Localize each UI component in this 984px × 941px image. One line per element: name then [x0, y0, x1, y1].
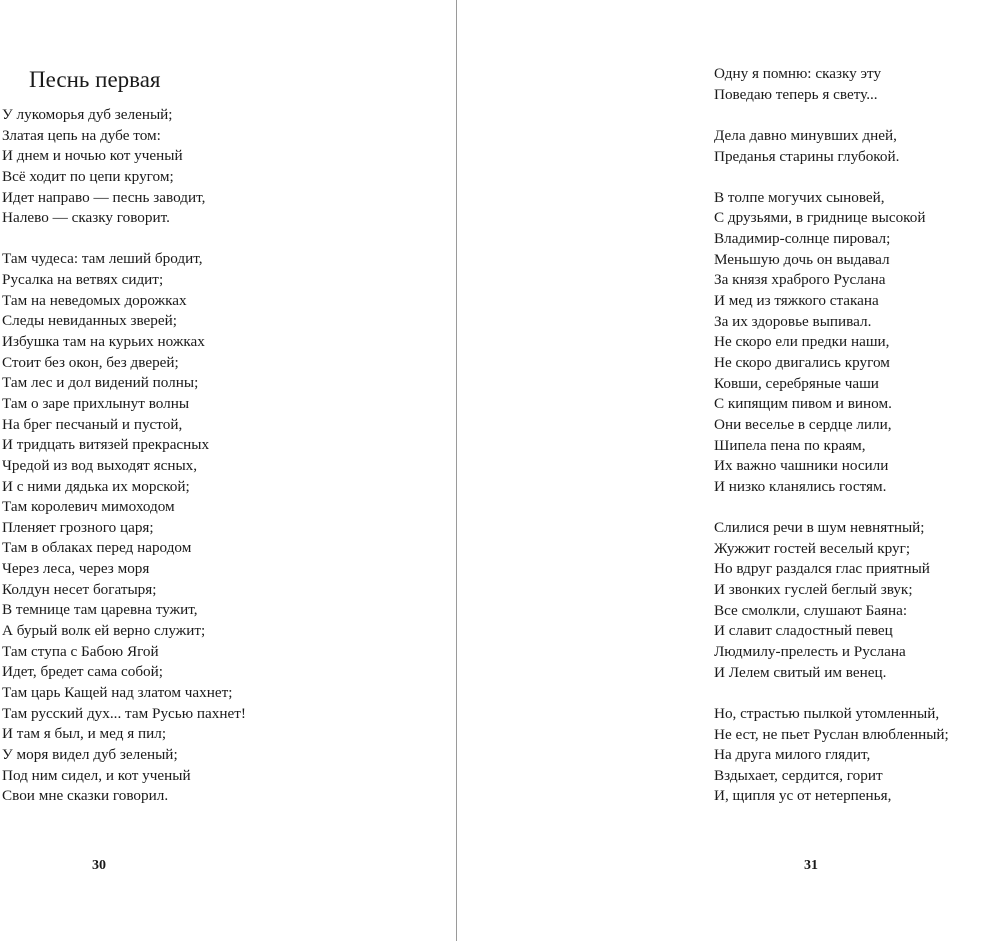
- verse-line: И низко кланялись гостям.: [714, 477, 887, 495]
- verse-line: Там королевич мимоходом: [2, 498, 175, 516]
- verse-line: Но вдруг раздался глас приятный: [714, 560, 930, 578]
- stanza-break: [714, 497, 949, 518]
- verse-line: За князя храброго Руслана: [714, 271, 886, 289]
- verse-line: Идет направо — песнь заводит,: [2, 188, 206, 206]
- stanza-break: [714, 683, 949, 704]
- verse-line: Стоит без окон, без дверей;: [2, 353, 179, 371]
- verse-line: Слилися речи в шум невнятный;: [714, 519, 925, 537]
- verse-line: Там русский дух... там Русью пахнет!: [2, 704, 246, 722]
- verse-line: И славит сладостный певец: [714, 622, 893, 640]
- verse-line: Пленяет грозного царя;: [2, 518, 154, 536]
- verse-line: Поведаю теперь я свету...: [714, 85, 878, 103]
- verse-line: На брег песчаный и пустой,: [2, 415, 183, 433]
- verse-line: За их здоровье выпивал.: [714, 312, 872, 330]
- verse-line: И мед из тяжкого стакана: [714, 292, 879, 310]
- verse-line: Ковши, серебряные чаши: [714, 374, 879, 392]
- verse-line: Чредой из вод выходят ясных,: [2, 456, 198, 474]
- page-number-left: 30: [92, 858, 106, 873]
- verse-line: Но, страстью пылкой утомленный,: [714, 704, 940, 722]
- left-page: [0, 0, 456, 941]
- verse-line: Там царь Кащей над златом чахнет;: [2, 683, 233, 701]
- verse-line: И тридцать витязей прекрасных: [2, 436, 210, 454]
- stanza-break: [714, 105, 949, 126]
- verse-line: Вздыхает, сердится, горит: [714, 766, 883, 784]
- chapter-title: Песнь первая: [29, 67, 161, 92]
- page-number-right: 31: [804, 858, 818, 873]
- right-page: [457, 0, 984, 941]
- verse-line: И, щипля ус от нетерпенья,: [714, 787, 892, 805]
- verse-line: Всё ходит по цепи кругом;: [2, 167, 174, 185]
- verse-line: Они веселье в сердце лили,: [714, 415, 892, 433]
- stanza-break: [2, 229, 246, 250]
- verse-line: Не ест, не пьет Руслан влюбленный;: [714, 725, 949, 743]
- verse-line: Дела давно минувших дней,: [714, 126, 897, 144]
- verse-line: В темнице там царевна тужит,: [2, 601, 198, 619]
- verse-line: И Лелем свитый им венец.: [714, 663, 887, 681]
- verse-line: Русалка на ветвях сидит;: [2, 271, 164, 289]
- verse-line: Через леса, через моря: [2, 560, 150, 578]
- verse-line: И с ними дядька их морской;: [2, 477, 190, 495]
- verse-line: Там о заре прихлынут волны: [2, 394, 190, 412]
- verse-line: Свои мне сказки говорил.: [2, 787, 169, 805]
- verse-line: Владимир-солнце пировал;: [714, 230, 891, 248]
- verse-line: Не скоро ели предки наши,: [714, 333, 890, 351]
- verse-line: На друга милого глядит,: [714, 746, 871, 764]
- verse-line: И там я был, и мед я пил;: [2, 725, 167, 743]
- verse-line: Там в облаках перед народом: [2, 539, 192, 557]
- verse-line: Избушка там на курьих ножках: [2, 333, 205, 351]
- verse-line: Преданья старины глубокой.: [714, 147, 900, 165]
- verse-line: Жужжит гостей веселый круг;: [714, 539, 911, 557]
- verse-line: И звонких гуслей беглый звук;: [714, 581, 913, 599]
- verse-line: Шипела пена по краям,: [714, 436, 866, 454]
- verse-line: Там на неведомых дорожках: [2, 291, 187, 309]
- poem-text-left: [2, 105, 246, 807]
- verse-line: Меньшую дочь он выдавал: [714, 250, 890, 268]
- verse-line: Там чудеса: там леший бродит,: [2, 250, 203, 268]
- verse-line: Идет, бредет сама собой;: [2, 663, 164, 681]
- verse-line: И днем и ночью кот ученый: [2, 147, 183, 165]
- verse-line: Следы невиданных зверей;: [2, 312, 177, 330]
- verse-line: С друзьями, в гриднице высокой: [714, 209, 926, 227]
- verse-line: Златая цепь на дубе том:: [2, 126, 161, 144]
- verse-line: Там лес и дол видений полны;: [2, 374, 199, 392]
- verse-line: Там ступа с Бабою Ягой: [2, 642, 159, 660]
- verse-line: У лукоморья дуб зеленый;: [2, 106, 173, 123]
- poem-text-right: [714, 64, 949, 807]
- verse-line: Налево — сказку говорит.: [2, 209, 170, 227]
- verse-line: Одну я помню: сказку эту: [714, 65, 882, 82]
- verse-line: Их важно чашники носили: [714, 457, 889, 475]
- verse-line: Все смолкли, слушают Баяна:: [714, 601, 908, 619]
- verse-line: С кипящим пивом и вином.: [714, 395, 892, 413]
- stanza-break: [714, 167, 949, 188]
- verse-line: А бурый волк ей верно служит;: [2, 622, 206, 640]
- verse-line: В толпе могучих сыновей,: [714, 188, 885, 206]
- verse-line: Людмилу-прелесть и Руслана: [714, 642, 906, 660]
- verse-line: Не скоро двигались кругом: [714, 353, 890, 371]
- verse-line: Под ним сидел, и кот ученый: [2, 766, 191, 784]
- verse-line: Колдун несет богатыря;: [2, 580, 157, 598]
- verse-line: У моря видел дуб зеленый;: [2, 745, 178, 763]
